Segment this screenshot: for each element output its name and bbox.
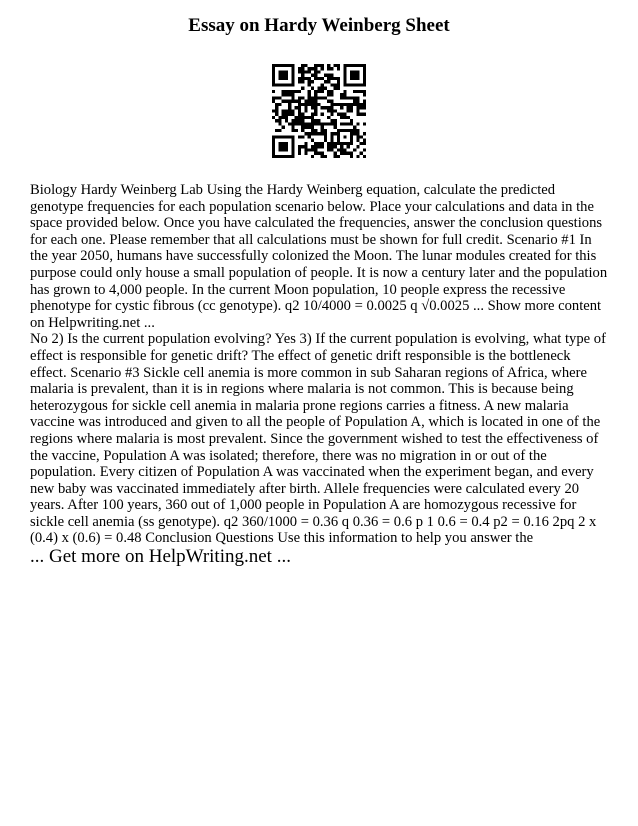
essay-body (30, 182, 610, 547)
get-more-link[interactable]: ... Get more on HelpWriting.net ... (30, 546, 291, 567)
page-title: Essay on Hardy Weinberg Sheet (188, 15, 450, 36)
essay-paragraph-1: Biology Hardy Weinberg Lab Using the Hardy Weinberg equation, calculate the predicted genotype frequencies for each population scenario below. Place your calculations and data in the space provided below. Once you have calculated the frequencies, answer the conclusion questions for each one. Please remember that all calculations must be shown for full credit. Scenario #1 In the year 2050, humans have successfully colonized the Moon. The lunar modules created for this purpose could only house a small population of people. It is now a century later and the population has grown to 4,000 people. In the current Moon population, 10 people express the recessive phenotype for cystic fibrous (cc genotype). q2 10/4000 = 0.0025 q √0.0025 ... Show more content on Helpwriting.net ... (30, 182, 608, 331)
essay-paragraph-2: No 2) Is the current population evolving? Yes 3) If the current population is evolving, what type of effect is responsible for genetic drift? The effect of genetic drift responsible is the bottleneck effect. Scenario #3 Sickle cell anemia is more common in sub Saharan regions of Africa, where malaria is prevalent, than it is in regions where malaria is not common. This is because being heterozygous for sickle cell anemia in malaria prone regions carries a fitness. A new malaria vaccine was introduced and given to all the people of Population A, which is located in one of the regions where malaria is most prevalent. Since the government wished to test the effectiveness of the vaccine, Population A was isolated; therefore, there was no migration in or out of the population. Every citizen of Population A was vaccinated when the experiment began, and every new baby was vaccinated immediately after birth. Allele frequencies were calculated every 20 years. After 100 years, 360 out of 1,000 people in Population A are homozygous recessive for sickle cell anemia (ss genotype). q2 360/1000 = 0.36 q 0.36 = 0.6 p 1 0.6 = 0.4 p2 = 0.16 2pq 2 x (0.4) x (0.6) = 0.48 Conclusion Questions Use this information to help you answer the (30, 331, 606, 547)
qr-code-icon (272, 64, 366, 158)
